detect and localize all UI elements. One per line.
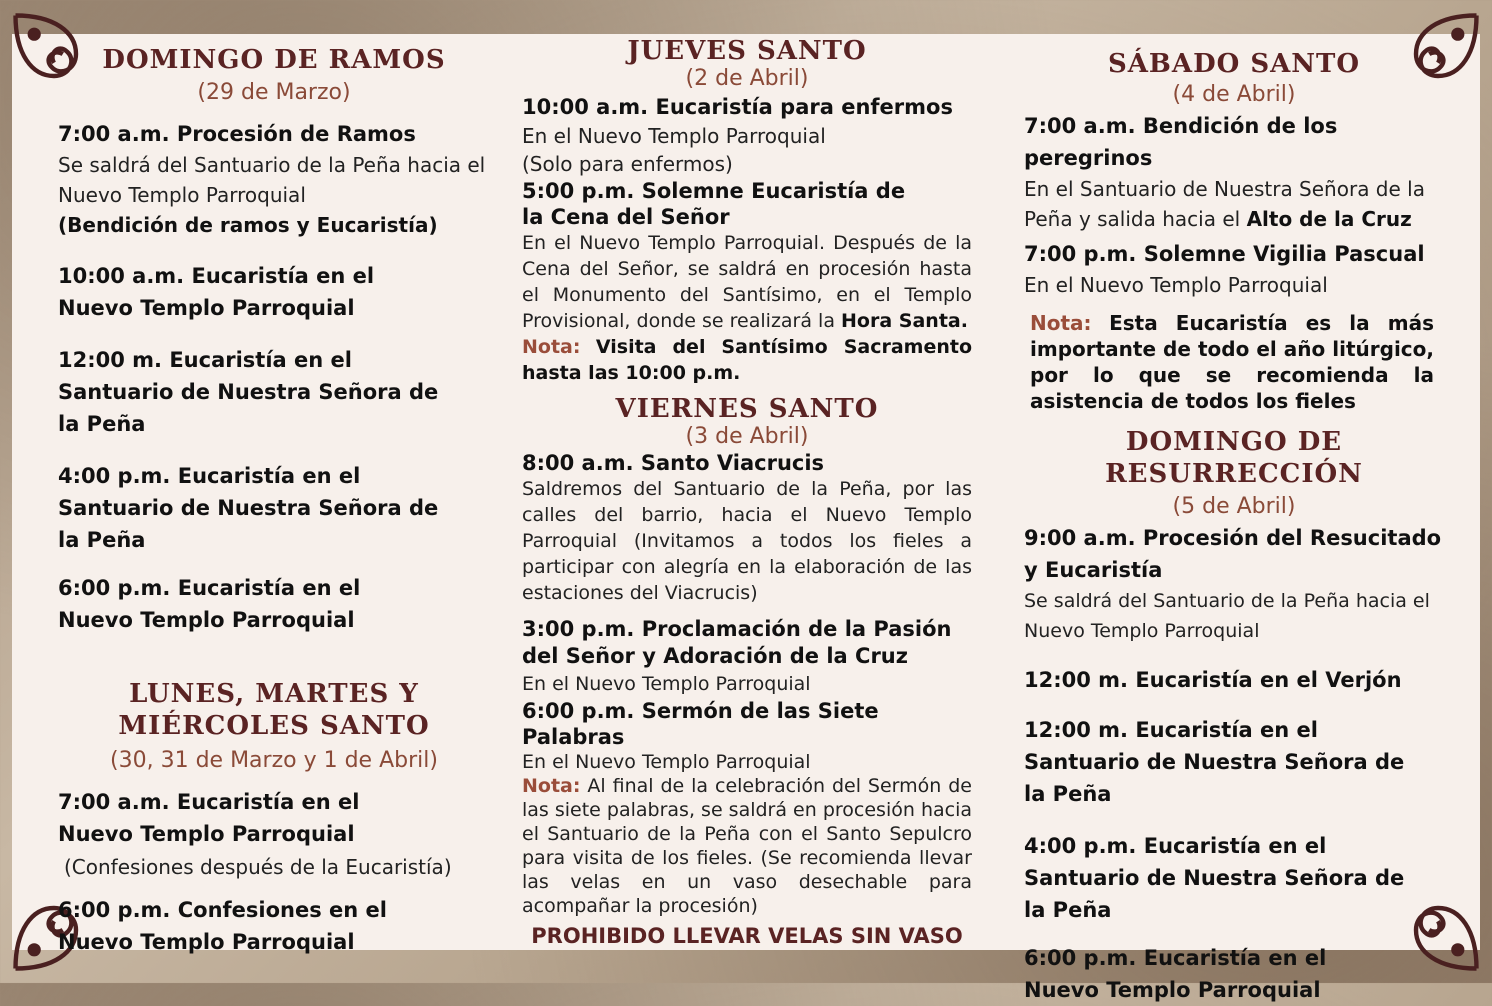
event-time: 7:00 p.m. Solemne Vigilia Pascual <box>1024 242 1425 266</box>
event-desc-text: En el Santuario de Nuestra Señora de la Peña y salida hacia el <box>1024 177 1425 231</box>
nota-label: Nota: <box>1030 311 1092 335</box>
section-date: (29 de Marzo) <box>197 80 351 105</box>
event-desc-text: En el Nuevo Templo Parroquial. Después de la Cena del Señor, se saldrá en procesión hasta el Monumento del Santísimo, en el Templo Provisional, donde se realizará la <box>522 232 972 332</box>
event: 6:00 p.m. Confesiones en el Nuevo Templo Parroquial <box>58 898 387 954</box>
nota-label: Nota: <box>522 336 581 358</box>
section-title: JUEVES SANTO <box>627 36 867 66</box>
nota-label: Nota: <box>522 775 581 797</box>
event-time: 5:00 p.m. Solemne Eucaristía de la Cena del Señor <box>522 179 906 229</box>
section-title: LUNES, MARTES Y MIÉRCOLES SANTO <box>118 679 430 741</box>
section-date: (2 de Abril) <box>685 66 809 91</box>
event-desc: Se saldrá del Santuario de la Peña hacia el Nuevo Templo Parroquial <box>1024 590 1430 642</box>
event-desc <box>1024 174 1444 234</box>
event: 12:00 m. Eucaristía en el Santuario de Nuestra Señora de la Peña <box>1024 718 1405 806</box>
event-desc: (Confesiones después de la Eucaristía) <box>64 855 452 879</box>
column-sabado-domingo <box>1024 48 1444 1006</box>
event-desc: (Solo para enfermos) <box>522 152 733 176</box>
section-title: DOMINGO DE RAMOS <box>102 45 446 75</box>
event: 10:00 a.m. Eucaristía en el Nuevo Templo Parroquial <box>58 264 375 320</box>
column-jueves-viernes <box>522 36 972 948</box>
warning-text: PROHIBIDO LLEVAR VELAS SIN VASO <box>531 924 963 948</box>
event: 7:00 a.m. Eucaristía en el Nuevo Templo Parroquial <box>58 790 360 846</box>
event-note <box>522 774 972 918</box>
event-note <box>1024 310 1434 414</box>
event-desc-bold: Alto de la Cruz <box>1246 207 1412 231</box>
event-desc: Se saldrá del Santuario de la Peña hacia el Nuevo Templo Parroquial <box>58 153 486 207</box>
event: 6:00 p.m. Eucaristía en el Nuevo Templo Parroquial <box>1024 946 1327 1002</box>
event-time: 7:00 a.m. Bendición de los peregrinos <box>1024 114 1338 170</box>
section-title: DOMINGO DE <box>1125 427 1343 457</box>
event-time: 6:00 p.m. Sermón de las Siete Palabras <box>522 699 879 749</box>
event-time: 7:00 a.m. Procesión de Ramos <box>58 122 416 146</box>
event-desc: En el Nuevo Templo Parroquial <box>1024 273 1328 297</box>
event-note <box>522 334 972 386</box>
schedule-panel <box>12 34 1480 1002</box>
event-time: 3:00 p.m. Proclamación de la Pasión del Señor y Adoración de la Cruz <box>522 617 952 668</box>
section-title: VIERNES SANTO <box>615 394 879 424</box>
event-desc: En el Nuevo Templo Parroquial <box>522 124 826 148</box>
section-date: (5 de Abril) <box>1172 494 1296 519</box>
section-date: (30, 31 de Marzo y 1 de Abril) <box>110 748 438 773</box>
event-desc: En el Nuevo Templo Parroquial <box>522 673 811 695</box>
event-desc: Saldremos del Santuario de la Peña, por las calles del barrio, hacia el Nuevo Templo Parroquial (Invitamos a todos los fieles a participar con alegría en la elaboración de las estaciones del Viacrucis) <box>522 478 972 604</box>
event: 12:00 m. Eucaristía en el Santuario de Nuestra Señora de la Peña <box>58 348 439 436</box>
section-date: (3 de Abril) <box>685 424 809 449</box>
event-time: 9:00 a.m. Procesión del Resucitado y Eucaristía <box>1024 526 1442 582</box>
event: 4:00 p.m. Eucaristía en el Santuario de Nuestra Señora de la Peña <box>58 464 439 552</box>
event: 12:00 m. Eucaristía en el Verjón <box>1024 668 1402 692</box>
event: 6:00 p.m. Eucaristía en el Nuevo Templo Parroquial <box>58 576 361 632</box>
event-time: 10:00 a.m. Eucaristía para enfermos <box>522 95 953 119</box>
section-title: SÁBADO SANTO <box>1107 49 1361 79</box>
event-time: 8:00 a.m. Santo Viacrucis <box>522 451 825 475</box>
nota-text: Visita del Santísimo Sacramento hasta las 10:00 p.m. <box>522 336 972 384</box>
event: 4:00 p.m. Eucaristía en el Santuario de Nuestra Señora de la Peña <box>1024 834 1405 922</box>
event-desc: En el Nuevo Templo Parroquial <box>522 751 811 773</box>
section-title: RESURRECCIÓN <box>1105 459 1363 489</box>
section-date: (4 de Abril) <box>1172 82 1296 107</box>
column-ramos <box>58 44 490 958</box>
event-desc <box>522 230 972 334</box>
event-desc-bold: (Bendición de ramos y Eucaristía) <box>58 213 438 237</box>
nota-text: Esta Eucaristía es la más importante de todo el año litúrgico, por lo que se recomienda la asistencia de todos los fieles <box>1030 311 1434 413</box>
event-desc-bold: Hora Santa. <box>841 310 968 332</box>
nota-text: Al final de la celebración del Sermón de las siete palabras, se saldrá en procesión hacia el Santuario de la Peña con el Santo Sepulcro para visita de los fieles. (Se recomienda llevar las velas en un vaso desechable para acompañar la procesión) <box>522 775 972 917</box>
